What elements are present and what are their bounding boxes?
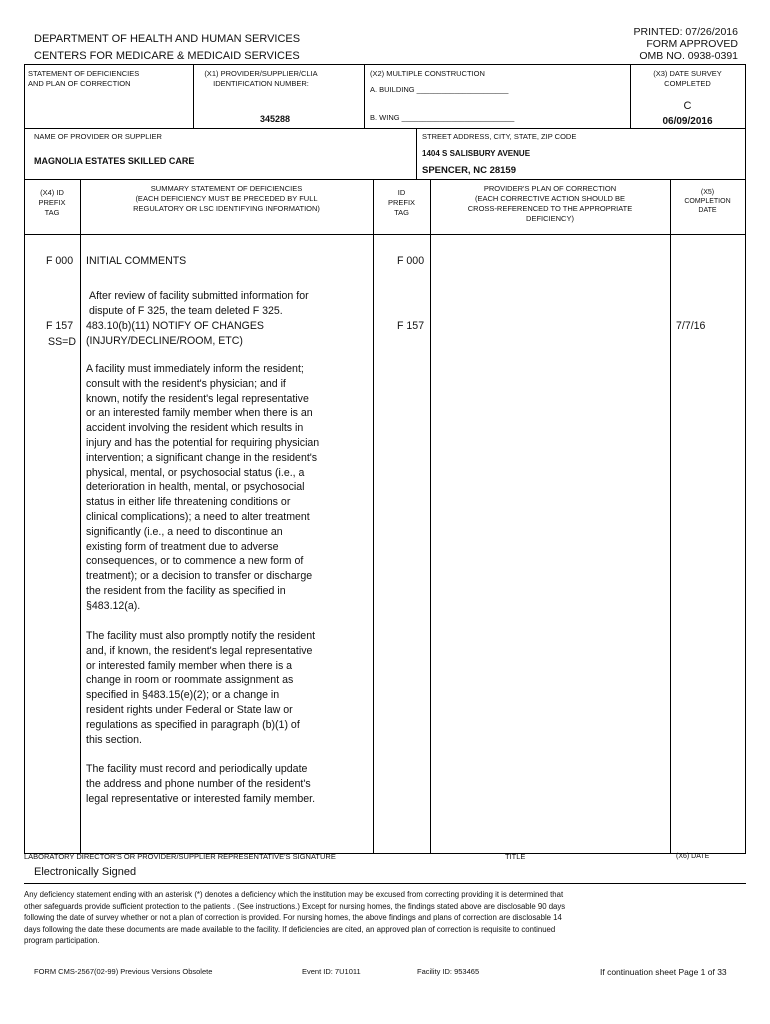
- agency-title: CENTERS FOR MEDICARE & MEDICAID SERVICES: [34, 50, 300, 62]
- x2-label: (X2) MULTIPLE CONSTRUCTION: [370, 69, 485, 78]
- title-label: TITLE: [505, 852, 526, 861]
- signature-label: LABORATORY DIRECTOR'S OR PROVIDER/SUPPLIER REPRESENTATIVE'S SIGNATURE: [24, 852, 336, 861]
- f000-tag: F 000: [46, 255, 74, 267]
- address-street: 1404 S SALISBURY AVENUE: [422, 149, 531, 158]
- facility-id: Facility ID: 953465: [417, 967, 480, 976]
- x1-label: (X1) PROVIDER/SUPPLIER/CLIA IDENTIFICATION NUMBER:: [204, 69, 318, 88]
- paragraph-room-change: The facility must also promptly notify the resident and, if known, the resident's legal representative or interested family member when there is a change in room or roommate assignment as specified in §483.15(e)(2); or a change in resident rights under Federal or State law or regulations as specified in paragraph (b)(1) of this section.: [86, 630, 316, 746]
- event-id: Event ID: 7U1011: [302, 967, 361, 976]
- f000-id: F 000: [397, 255, 425, 267]
- x4-header: (X4) ID PREFIX TAG: [38, 188, 66, 217]
- id-header: ID PREFIX TAG: [387, 188, 416, 217]
- summary-header: SUMMARY STATEMENT OF DEFICIENCIES (EACH DEFICIENCY MUST BE PRECEDED BY FULL REGULATORY OR LSC IDENTIFYING INFORMATION): [133, 184, 320, 213]
- disclaimer: Any deficiency statement ending with an asterisk (*) denotes a deficiency which the institution may be excused from correcting providing it is determined that other safeguards provide sufficient protection to the patients . (See instructions.) Except for nursing homes, the findings stated above are disclosable 90 days following the date of survey whether or not a plan of correction is provided. For nursing homes, the above findings and plans of correction are disclosable 14 days following the date these documents are made available to the facility. If deficiencies are cited, an approved plan of correction is requisite to continued program participation.: [24, 890, 566, 946]
- electronic-signature: Electronically Signed: [34, 866, 137, 878]
- continuation-sheet: If continuation sheet Page 1 of 33: [600, 967, 727, 977]
- address-label: STREET ADDRESS, CITY, STATE, ZIP CODE: [422, 132, 577, 141]
- form-number: FORM CMS-2567(02-99) Previous Versions Obsolete: [34, 967, 213, 976]
- f157-title: 483.10(b)(11) NOTIFY OF CHANGES (INJURY/DECLINE/ROOM, ETC): [86, 320, 264, 347]
- f157-tag: F 157: [46, 320, 74, 332]
- department-title: DEPARTMENT OF HEALTH AND HUMAN SERVICES: [34, 33, 301, 45]
- x5-header: (X5) COMPLETION DATE: [684, 189, 731, 214]
- statement-label: STATEMENT OF DEFICIENCIES AND PLAN OF CORRECTION: [28, 69, 140, 88]
- paragraph-notify: A facility must immediately inform the resident; consult with the resident's physician; and if known, notify the resident's legal representative or an interested family member when there is an accident involving the resident which results in injury and has the potential for requiring physician intervention; a significant change in the resident's physical, mental, or psychosocial status (i.e., a deterioration in health, mental, or psychosocial status in either life threatening conditions or clinical complications); a need to alter treatment significantly (i.e., a need to discontinue an existing form of treatment due to adverse consequences, or to commence a new form of treatment); or a decision to transfer or discharge the resident from the facility as specified in §483.12(a).: [86, 363, 320, 612]
- f157-completion-date: 7/7/16: [676, 320, 706, 332]
- provider-id: 345288: [260, 114, 291, 124]
- omb-number: OMB NO. 0938-0391: [639, 50, 738, 62]
- f000-title: INITIAL COMMENTS: [86, 255, 187, 267]
- f000-body: After review of facility submitted information for dispute of F 325, the team deleted F 325.: [89, 290, 309, 317]
- building-label: A. BUILDING ______________________: [370, 85, 509, 94]
- printed-date: PRINTED: 07/26/2016: [633, 26, 738, 38]
- address-city: SPENCER, NC 28159: [422, 165, 516, 176]
- wing-label: B. WING ___________________________: [370, 113, 515, 122]
- plan-header: PROVIDER'S PLAN OF CORRECTION (EACH CORRECTIVE ACTION SHOULD BE CROSS-REFERENCED TO THE APPROPRIATE DEFICIENCY): [467, 184, 633, 223]
- survey-code: C: [683, 100, 692, 112]
- survey-date: 06/09/2016: [662, 116, 713, 127]
- form-approved: FORM APPROVED: [646, 38, 738, 50]
- date-label: (X6) DATE: [676, 853, 710, 860]
- provider-label: NAME OF PROVIDER OR SUPPLIER: [34, 132, 162, 141]
- paragraph-record: The facility must record and periodically update the address and phone number of the resident's legal representative or interested family member.: [86, 763, 316, 805]
- x3-label: (X3) DATE SURVEY COMPLETED: [653, 69, 722, 88]
- f157-ss: SS=D: [48, 336, 76, 348]
- provider-name: MAGNOLIA ESTATES SKILLED CARE: [34, 156, 195, 166]
- f157-id: F 157: [397, 320, 425, 332]
